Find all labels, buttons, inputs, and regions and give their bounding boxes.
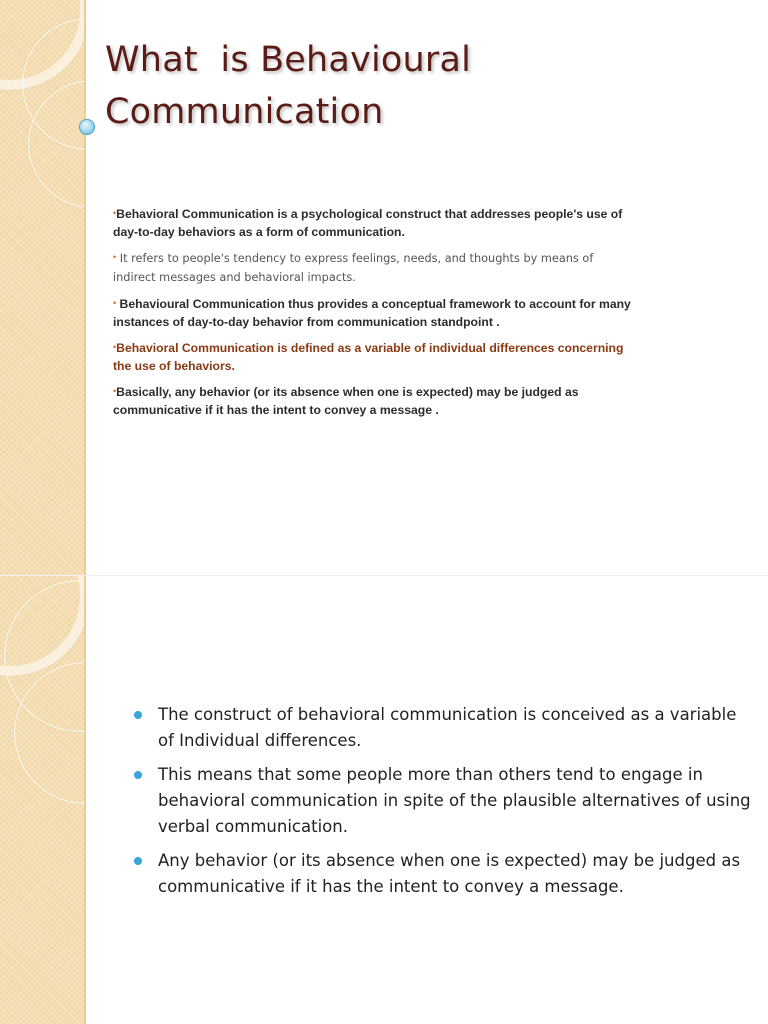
- bullet-dot: •: [113, 342, 117, 352]
- p4-text: Behavioral Communication is defined as a variable of individual differences concerning the use of behaviors.: [113, 341, 624, 373]
- list-item-text: This means that some people more than others tend to engage in behavioral communication in spite of the plausible alternatives of using verbal communication.: [158, 765, 751, 836]
- bullet-dot: [134, 857, 142, 865]
- bullet-dot: [134, 771, 142, 779]
- decorative-band-top: [0, 0, 86, 576]
- p1-bold: Behavioral Communication: [116, 207, 274, 221]
- list-item-text: The construct of behavioral communication is conceived as a variable of Individual differences.: [158, 705, 737, 750]
- p1-rest: is a psychological construct that addresses people's use of day-to-day behaviors as a form of communication.: [113, 207, 623, 239]
- bullet-dot: [134, 711, 142, 719]
- p5-text: Basically, any behavior (or its absence when one is expected) may be judged as communicative if it has the intent to convey a message .: [113, 385, 579, 417]
- bullet-dot: •: [113, 386, 117, 396]
- p2-text: It refers to people's tendency to express feelings, needs, and thoughts by means of indirect messages and behavioral impacts.: [113, 252, 594, 284]
- blue-knob-icon: [79, 119, 95, 135]
- list-item: [134, 702, 754, 754]
- bullet-dot: •: [113, 298, 117, 308]
- list-item: [134, 762, 754, 840]
- paragraph-5: [113, 382, 633, 419]
- content-box: [113, 204, 633, 426]
- slide-divider: [0, 575, 768, 576]
- paragraph-4: [113, 338, 633, 375]
- bullet-dot: •: [113, 252, 117, 262]
- bullet-dot: •: [113, 208, 117, 218]
- p3-text: Behavioural Communication thus provides a conceptual framework to account for many instances of day-to-day behavior from communication standpoint .: [113, 297, 631, 329]
- decorative-band-bottom: [0, 576, 86, 1024]
- title-line-2: Communication: [105, 92, 384, 132]
- slide-title: [105, 34, 745, 138]
- paragraph-1: [113, 204, 633, 241]
- title-line-1: What is Behavioural: [105, 40, 472, 80]
- list-item-text: Any behavior (or its absence when one is expected) may be judged as communicative if it has the intent to convey a message.: [158, 851, 741, 896]
- list-item: [134, 848, 754, 900]
- bullet-list: [134, 702, 754, 908]
- paragraph-2: [113, 248, 633, 287]
- paragraph-3: [113, 294, 633, 331]
